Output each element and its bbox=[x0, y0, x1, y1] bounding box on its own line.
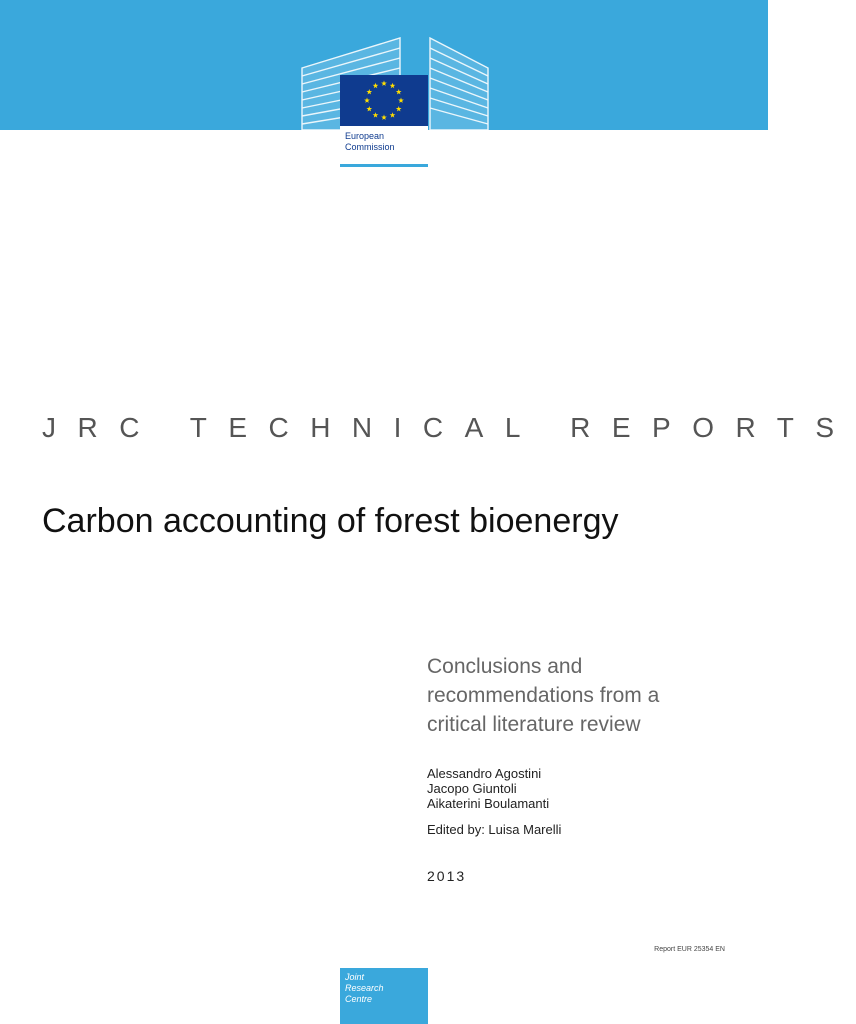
eu-star-icon bbox=[381, 81, 387, 86]
logo-underline bbox=[340, 164, 428, 167]
eu-flag-icon bbox=[340, 75, 428, 126]
jrc-line-3: Centre bbox=[345, 994, 373, 1004]
eu-stars-icon bbox=[340, 75, 428, 126]
eu-star-icon bbox=[364, 98, 370, 103]
eu-star-icon bbox=[366, 106, 372, 111]
publication-year: 2013 bbox=[427, 868, 467, 884]
european-commission-logo bbox=[340, 75, 428, 167]
editor-credit: Edited by: Luisa Marelli bbox=[427, 822, 562, 837]
report-title: Carbon accounting of forest bioenergy bbox=[42, 502, 619, 540]
eu-star-icon bbox=[373, 83, 379, 88]
eu-star-icon bbox=[396, 106, 402, 111]
eu-star-icon bbox=[396, 89, 402, 94]
subtitle-line: Conclusions and bbox=[427, 655, 583, 678]
commission-line-2: Commission bbox=[345, 142, 395, 152]
eu-star-icon bbox=[366, 89, 372, 94]
subtitle-line: recommendations from a bbox=[427, 684, 660, 707]
commission-line-1: European bbox=[345, 131, 385, 141]
report-series: JRC TECHNICAL REPORTS bbox=[42, 412, 856, 443]
eu-star-icon bbox=[390, 83, 396, 88]
author-name: Jacopo Giuntoli bbox=[427, 781, 517, 796]
subtitle-line: critical literature review bbox=[427, 713, 641, 736]
author-name: Aikaterini Boulamanti bbox=[427, 796, 550, 811]
eu-star-icon bbox=[381, 115, 387, 120]
jrc-line-1: Joint bbox=[345, 972, 365, 982]
eu-star-icon bbox=[390, 112, 396, 117]
jrc-wordmark bbox=[345, 972, 384, 1005]
report-number: Report EUR 25354 EN bbox=[654, 946, 725, 953]
author-list bbox=[427, 766, 549, 811]
report-subtitle bbox=[427, 652, 747, 739]
eu-star-icon bbox=[398, 98, 404, 103]
jrc-line-2: Research bbox=[345, 983, 384, 993]
author-name: Alessandro Agostini bbox=[427, 766, 542, 781]
eu-star-icon bbox=[373, 112, 379, 117]
commission-wordmark bbox=[345, 131, 395, 153]
jrc-logo bbox=[340, 968, 428, 1024]
